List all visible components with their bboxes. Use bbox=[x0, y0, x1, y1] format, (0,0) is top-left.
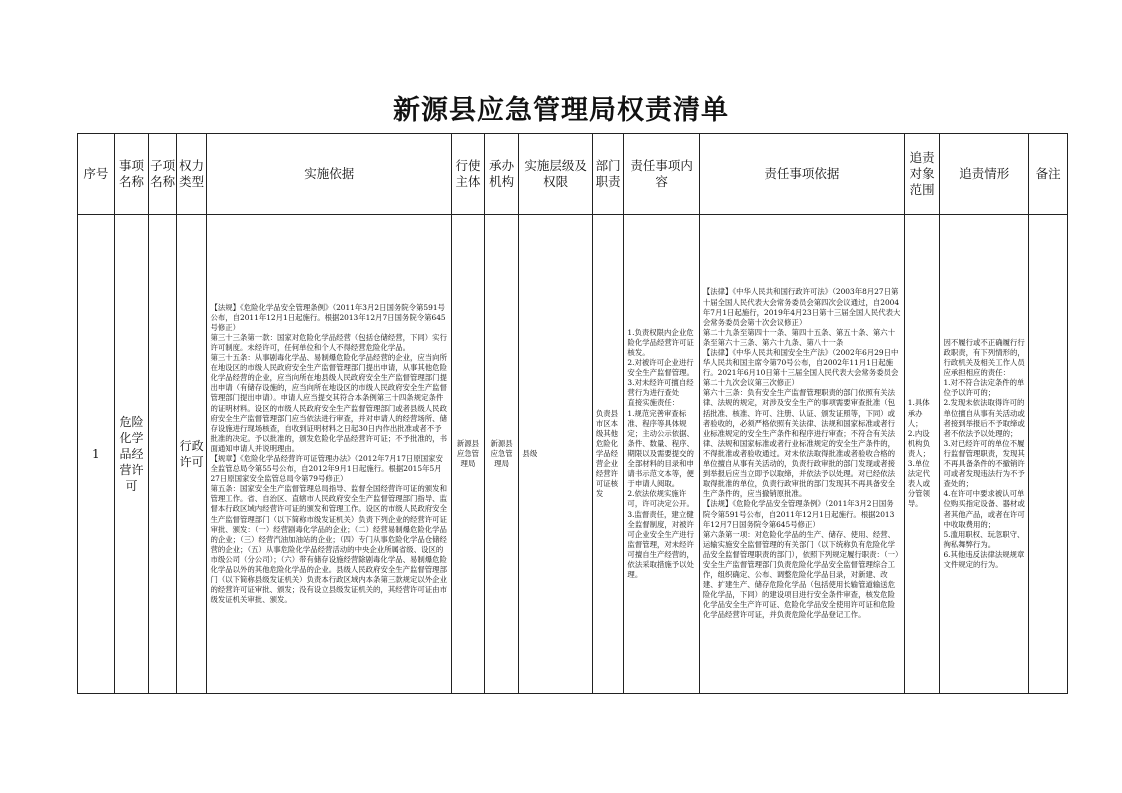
cell-resp-content: 1.负责权限内企业危险化学品经营许可证核发。 2.对被许可企业进行安全生产监督管理。 3.对未经许可擅自经营行为进行查处 直接实施责任： 1.规范完善审查标准、程序等具体规定；主动公示依据、条件、数量、程序、期限以及需要提交的全部材料的目录和申请书示范文本等，便于申请人阅取。 2.依法依规实施许可，许可决定公开。 3.监督责任，建立健全监督制度，对被许可企业安全生产进行监督管理，对未经许可擅自生产经营的，依法采取措施予以处理。 bbox=[624, 215, 699, 694]
cell-dept-duty: 负责县市区本级其他危险化学品经营企业经营许可证核发 bbox=[592, 215, 624, 694]
cell-subject: 新源县应急管理局 bbox=[452, 215, 485, 694]
header-item-name: 事项名称 bbox=[114, 134, 149, 215]
header-power-type: 权力类型 bbox=[176, 134, 207, 215]
cell-agency: 新源县应急管理局 bbox=[484, 215, 519, 694]
cell-circumstances: 因不履行或不正确履行行政职责，有下列情形的，行政机关及相关工作人员应承担相应的责任： 1.对不符合法定条件的单位予以许可的； 2.发现未依法取得许可的单位擅自从事有关活动或者接到举报后不予取缔或者不依法予以处理的； 3.对已经许可的单位不履行监督管理职责，发现其不再具备条件的不撤销许可或者发现违法行为不予查处的； 4.在许可中要求被认可单位购买指定设备、器材或者其他产品，或者在许可中收取费用的； 5.滥用职权、玩忽职守、徇私舞弊行为。 6.其他违反法律法规规章文件规定的行为。 bbox=[940, 215, 1029, 694]
header-resp-basis: 责任事项依据 bbox=[699, 134, 904, 215]
cell-resp-basis: 【法律】《中华人民共和国行政许可法》（2003年8月27日第十届全国人民代表大会常务委员会第四次会议通过，自2004年7月1日起施行，2019年4月23日第十三届全国人民代表大会常务委员会第十次会议修正） 第二十九条至第四十一条、第四十五条、第五十条、第六十条至第六十三条、第六十九条、第八十一条 【法律】《中华人民共和国安全生产法》（2002年6月29日中华人民共和国主席令第70号公布，自2002年11月1日起施行。2021年6月10日第十三届全国人民代表大会常务委员会第二十九次会议第三次修正） 第六十三条：负有安全生产监督管理职责的部门依照有关法律、法规的规定，对涉及安全生产的事项需要审查批准（包括批准、核准、许可、注册、认证、颁发证照等，下同）或者验收的，必须严格依照有关法律、法规和国家标准或者行业标准规定的安全生产条件和程序进行审查；不符合有关法律、法规和国家标准或者行业标准规定的安全生产条件的，不得批准或者验收通过。对未依法取得批准或者验收合格的单位擅自从事有关活动的，负责行政审批的部门发现或者接到举报后应当立即予以取缔，并依法予以处理。对已经依法取得批准的单位，负责行政审批的部门发现其不再具备安全生产条件的，应当撤销原批准。 【法规】《危险化学品安全管理条例》（2011年3月2日国务院令第591号公布，自2011年12月1日起施行。根据2013年12月7日国务院令第645号修正） 第六条第一项：对危险化学品的生产、储存、使用、经营、运输实施安全监督管理的有关部门（以下统称负有危险化学品安全监督管理职责的部门），依照下列规定履行职责：（一）安全生产监督管理部门负责危险化学品安全监督管理综合工作，组织确定、公布、调整危险化学品目录，对新建、改建、扩建生产、储存危险化学品（包括使用长输管道输送危险化学品，下同）的建设项目进行安全条件审查，核发危险化学品安全生产许可证、危险化学品安全使用许可证和危险化学品经营许可证，并负责危险化学品登记工作。 bbox=[699, 215, 904, 694]
header-seq: 序号 bbox=[78, 134, 115, 215]
header-remarks: 备注 bbox=[1029, 134, 1068, 215]
cell-item-name: 危险化学品经营许可 bbox=[114, 215, 149, 694]
header-basis: 实施依据 bbox=[207, 134, 452, 215]
responsibility-table bbox=[77, 133, 1068, 694]
cell-remarks bbox=[1029, 215, 1068, 694]
header-circumstances: 追责情形 bbox=[940, 134, 1029, 215]
header-resp-content: 责任事项内容 bbox=[624, 134, 699, 215]
header-subject: 行使主体 bbox=[452, 134, 485, 215]
cell-accountable: 1.具体承办人； 2.内设机构负责人； 3.单位法定代表人或分管领导。 bbox=[904, 215, 940, 694]
cell-level: 县级 bbox=[519, 215, 592, 694]
header-agency: 承办机构 bbox=[484, 134, 519, 215]
table-row bbox=[78, 215, 1068, 694]
header-level: 实施层级及权限 bbox=[519, 134, 592, 215]
header-dept-duty: 部门职责 bbox=[592, 134, 624, 215]
page-title: 新源县应急管理局权责清单 bbox=[393, 95, 729, 126]
cell-power-type: 行政许可 bbox=[176, 215, 207, 694]
header-accountable: 追责对象范围 bbox=[904, 134, 940, 215]
cell-seq: 1 bbox=[78, 215, 115, 694]
cell-sub-item bbox=[149, 215, 177, 694]
header-row bbox=[78, 134, 1068, 215]
cell-basis: 【法规】《危险化学品安全管理条例》（2011年3月2日国务院令第591号公布，自2011年12月1日起施行。根据2013年12月7日国务院令第645号修正） 第三十三条第一款：国家对危险化学品经营（包括仓储经营，下同）实行许可制度。未经许可，任何单位和个人不得经营危险化学品。 第三十五条：从事剧毒化学品、易制爆危险化学品经营的企业，应当向所在地设区的市级人民政府安全生产监督管理部门提出申请，从事其他危险化学品经营的企业，应当向所在地县级人民政府安全生产监督管理部门提出申请（有储存设施的，应当向所在地设区的市级人民政府安全生产监督管理部门提出申请）。申请人应当提交其符合本条例第三十四条规定条件的证明材料。设区的市级人民政府安全生产监督管理部门或者县级人民政府安全生产监督管理部门应当依法进行审查，并对申请人的经营场所、储存设施进行现场核查，自收到证明材料之日起30日内作出批准或者不予批准的决定。予以批准的，颁发危险化学品经营许可证；不予批准的，书面通知申请人并说明理由。 【规章】《危险化学品经营许可证管理办法》（2012年7月17日原国家安全监管总局令第55号公布，自2012年9月1日起施行。根据2015年5月27日原国家安全监管总局令第79号修正） 第五条：国家安全生产监督管理总局指导、监督全国经营许可证的颁发和管理工作。省、自治区、直辖市人民政府安全生产监督管理部门指导、监督本行政区域内经营许可证的颁发和管理工作。设区的市级人民政府安全生产监督管理部门（以下简称市级发证机关）负责下列企业的经营许可证审批、颁发：（一）经营剧毒化学品的企业；（二）经营易制爆危险化学品的企业；（三）经营汽油加油站的企业；（四）专门从事危险化学品仓储经营的企业；（五）从事危险化学品经营活动的中央企业所属省级、设区的市级公司（分公司）；（六）带有储存设施经营除剧毒化学品、易制爆危险化学品以外的其他危险化学品的企业。县级人民政府安全生产监督管理部门（以下简称县级发证机关）负责本行政区域内本条第三款规定以外企业的经营许可证审批、颁发；没有设立县级发证机关的，其经营许可证由市级发证机关审批、颁发。 bbox=[207, 215, 452, 694]
header-sub-item: 子项名称 bbox=[149, 134, 177, 215]
